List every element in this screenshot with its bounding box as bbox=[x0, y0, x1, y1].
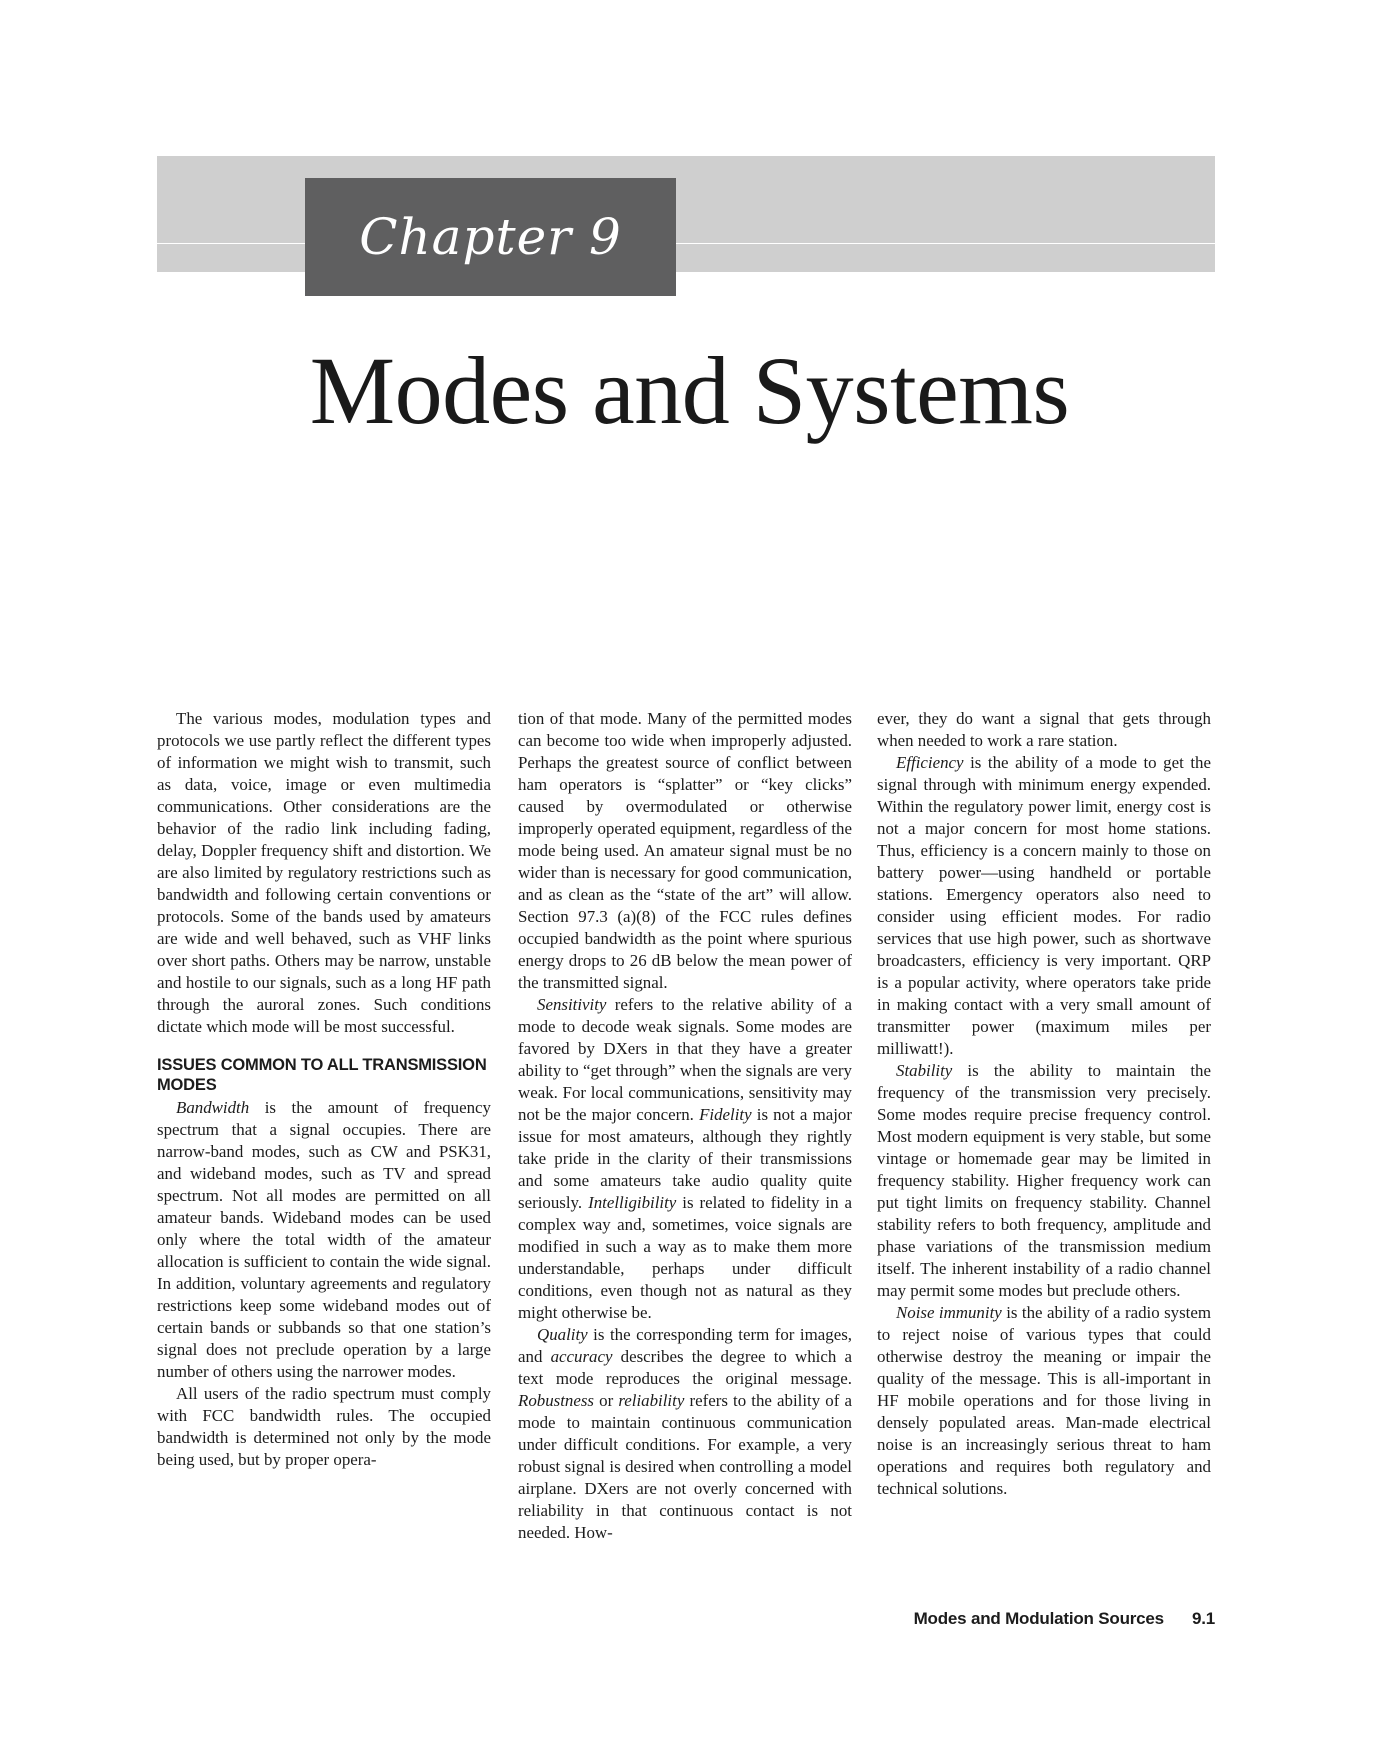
page-number: 9.1 bbox=[1191, 1609, 1215, 1628]
paragraph-continued: ever, they do want a signal that gets through when needed to work a rare station. bbox=[877, 709, 1211, 750]
paragraph-fcc-rules: All users of the radio spectrum must comply with FCC bandwidth rules. The occupied bandwidth is determined not only by the mode being used, but by proper opera- bbox=[157, 1384, 491, 1469]
term-efficiency: Efficiency bbox=[896, 753, 964, 772]
paragraph-bandwidth: Bandwidth is the amount of frequency spectrum that a signal occupies. There are narrow-band modes, such as CW and PSK31, and wideband modes, such as TV and spread spectrum. Not all modes are permitted on all amateur bands. Wideband modes can be used only where the total width of the amateur allocation is sufficient to contain the wide signal. In addition, voluntary agreements and regulatory restrictions keep some wideband modes out of certain bands or subbands so that one station’s signal does not preclude operation by a large number of others using the narrower modes. bbox=[157, 1098, 491, 1381]
text-column-2 bbox=[518, 708, 852, 1544]
term-bandwidth: Bandwidth bbox=[176, 1098, 250, 1117]
term-stability: Stability bbox=[896, 1061, 953, 1080]
term-quality: Quality bbox=[537, 1325, 588, 1344]
footer-section-title: Modes and Modulation Sources bbox=[913, 1609, 1164, 1628]
term-noise-immunity: Noise immunity bbox=[896, 1303, 1002, 1322]
term-fidelity: Fidelity bbox=[699, 1105, 752, 1124]
term-reliability: reliability bbox=[618, 1391, 685, 1410]
chapter-label: Chapter 9 bbox=[305, 178, 676, 296]
page-footer bbox=[914, 1609, 1215, 1629]
text-column-3 bbox=[877, 708, 1211, 1500]
paragraph-efficiency: Efficiency is the ability of a mode to get the signal through with minimum energy expended. Within the regulatory power limit, energy cost is not a major concern for most home stations. Thus, efficiency is a concern mainly to those on battery power—using handheld or portable stations. Emergency operators also need to consider using efficient modes. For radio services that use high power, such as shortwave broadcasters, efficiency is very important. QRP is a popular activity, where operators take pride in making contact with a very small amount of transmitter power (maximum miles per milliwatt!). bbox=[877, 753, 1211, 1058]
paragraph-quality: Quality is the corresponding term for images, and accuracy describes the degree to which a text mode reproduces the original message. Robustness or reliability refers to the ability of a mode to maintain continuous communication under difficult conditions. For example, a very robust signal is desired when controlling a model airplane. DXers are not overly concerned with reliability in that continuous contact is not needed. How- bbox=[518, 1325, 852, 1542]
paragraph-sensitivity: Sensitivity refers to the relative ability of a mode to decode weak signals. Some modes are favored by DXers in that they have a greater ability to “get through” when the signals are very weak. For local communications, sensitivity may not be the major concern. Fidelity is not a major issue for most amateurs, although they rightly take pride in the clarity of their transmissions and some amateurs take audio quality quite seriously. Intelligibility is related to fidelity in a complex way and, sometimes, voice signals are modified in such a way as to make them more understandable, perhaps under difficult conditions, even though not as natural as they might otherwise be. bbox=[518, 995, 852, 1322]
term-sensitivity: Sensitivity bbox=[537, 995, 607, 1014]
paragraph-continued: tion of that mode. Many of the permitted modes can become too wide when improperly adjusted. Perhaps the greatest source of conflict between ham operators is “splatter” or “key clicks” caused by overmodulated or otherwise improperly operated equipment, regardless of the mode being used. An amateur signal must be no wider than is necessary for good communication, and as clean as the “state of the art” will allow. Section 97.3 (a)(8) of the FCC rules defines occupied bandwidth as the point where spurious energy drops to 26 dB below the mean power of the transmitted signal. bbox=[518, 709, 852, 992]
term-intelligibility: Intelligibility bbox=[588, 1193, 677, 1212]
paragraph-noise-immunity: Noise immunity is the ability of a radio system to reject noise of various types that could otherwise destroy the meaning or impair the quality of the message. This is all-important in HF mobile operations and for those living in densely populated areas. Man-made electrical noise is an increasingly serious threat to ham operations and requires both regulatory and technical solutions. bbox=[877, 1303, 1211, 1498]
term-accuracy: accuracy bbox=[550, 1347, 613, 1366]
term-robustness: Robustness bbox=[518, 1391, 595, 1410]
paragraph-stability: Stability is the ability to maintain the frequency of the transmission very precisely. Some modes require precise frequency control. Most modern equipment is very stable, but some vintage or homemade gear may be limited in frequency stability. Higher frequency work can put tight limits on frequency stability. Channel stability refers to both frequency, amplitude and phase variations of the transmission medium itself. The inherent instability of a radio channel may permit some modes but preclude others. bbox=[877, 1061, 1211, 1300]
section-heading: ISSUES COMMON TO ALL TRANSMISSION MODES bbox=[157, 1056, 487, 1094]
page-title: Modes and Systems bbox=[309, 337, 1070, 444]
text-column-1 bbox=[157, 708, 491, 1471]
paragraph-intro: The various modes, modulation types and protocols we use partly reflect the different types of information we might wish to transmit, such as data, voice, image or even multimedia communications. Other considerations are the behavior of the radio link including fading, delay, Doppler frequency shift and distortion. We are also limited by regulatory restrictions such as bandwidth and following certain conventions or protocols. Some of the bands used by amateurs are wide and well behaved, such as VHF links over short paths. Others may be narrow, unstable and hostile to our signals, such as a long HF path through the auroral zones. Such conditions dictate which mode will be most successful. bbox=[157, 709, 491, 1036]
